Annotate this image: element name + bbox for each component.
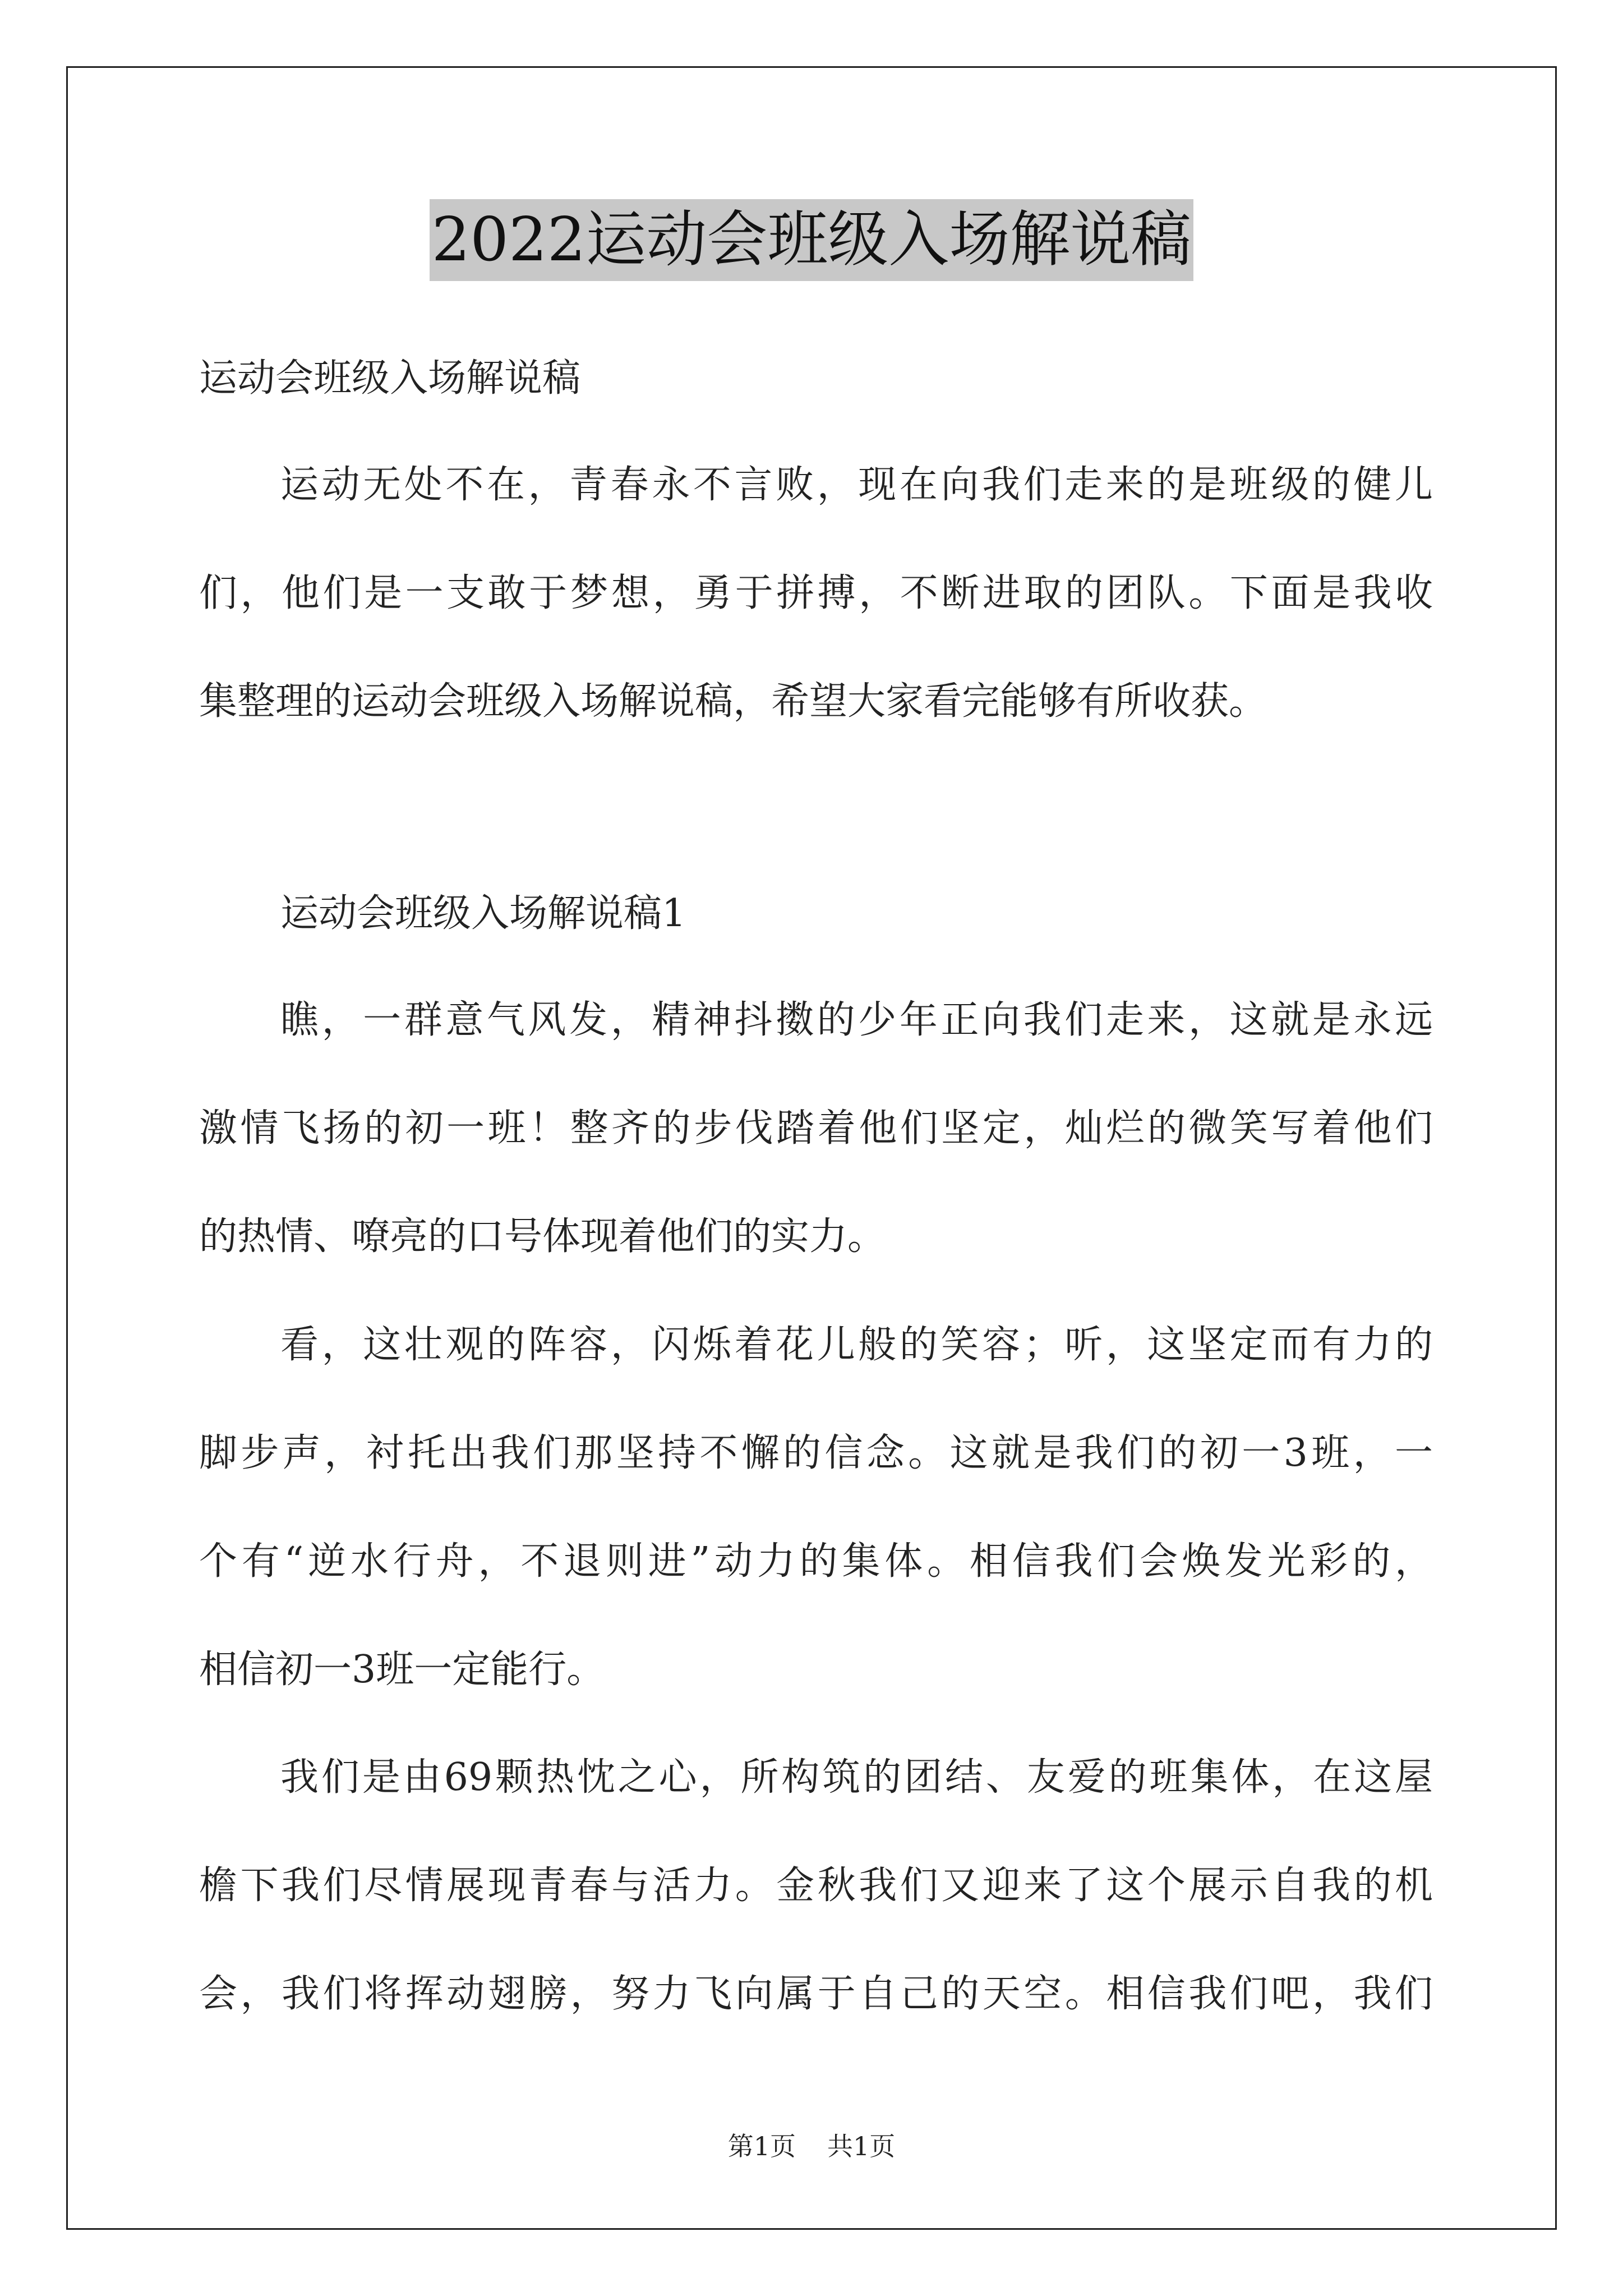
paragraph-line: 脚步声，衬托出我们那坚持不懈的信念。这就是我们的初一3班，一	[199, 1431, 1433, 1475]
paragraph-line: 瞧，一群意气风发，精神抖擞的少年正向我们走来，这就是永远	[280, 998, 1433, 1042]
paragraph-line: 个有“逆水行舟，不退则进”动力的集体。相信我们会焕发光彩的，	[199, 1539, 1433, 1584]
paragraph-line: 的热情、嘹亮的口号体现着他们的实力。	[199, 1214, 886, 1259]
page-total: 共1页	[827, 2131, 896, 2161]
title-block	[0, 199, 1623, 281]
intro-line: 运动无处不在，青春永不言败，现在向我们走来的是班级的健儿	[280, 463, 1433, 507]
paragraph-line: 会，我们将挥动翅膀，努力飞向属于自己的天空。相信我们吧，我们	[199, 1972, 1433, 2016]
paragraph-line: 我们是由69颗热忱之心，所构筑的团结、友爱的班集体，在这屋	[280, 1755, 1433, 1800]
page-footer	[0, 2126, 1623, 2163]
paragraph-line: 檐下我们尽情展现青春与活力。金秋我们又迎来了这个展示自我的机	[199, 1864, 1433, 1908]
section-heading: 运动会班级入场解说稿1	[280, 891, 686, 936]
document-title: 2022运动会班级入场解说稿	[430, 199, 1194, 281]
intro-line: 集整理的运动会班级入场解说稿，希望大家看完能够有所收获。	[199, 679, 1267, 724]
intro-line: 们，他们是一支敢于梦想，勇于拼搏，不断进取的团队。下面是我收	[199, 571, 1433, 615]
page-number: 第1页	[727, 2131, 796, 2161]
paragraph-line: 看，这壮观的阵容，闪烁着花儿般的笑容；听，这坚定而有力的	[280, 1323, 1433, 1367]
document-subtitle: 运动会班级入场解说稿	[199, 356, 581, 401]
paragraph-line: 相信初一3班一定能行。	[199, 1648, 605, 1692]
paragraph-line: 激情飞扬的初一班！整齐的步伐踏着他们坚定，灿烂的微笑写着他们	[199, 1106, 1433, 1151]
